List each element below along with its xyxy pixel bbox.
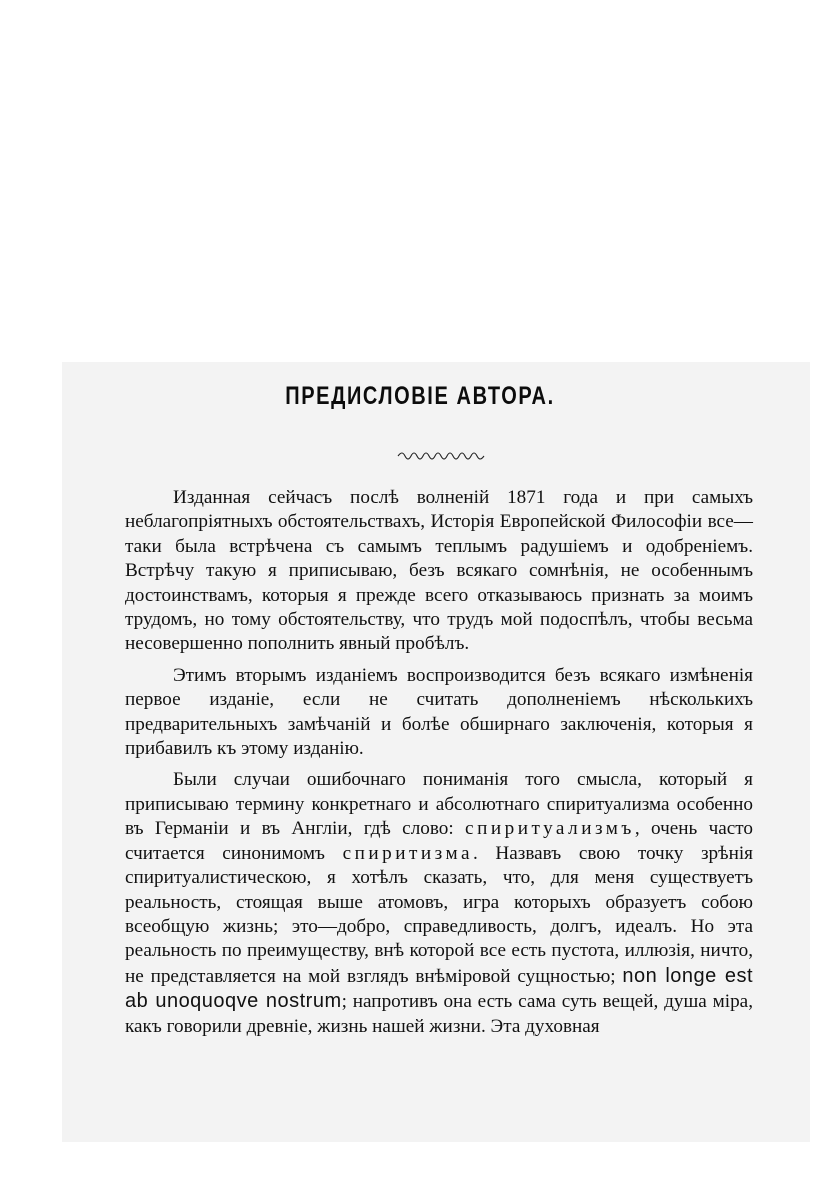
paragraph-3 — [125, 768, 753, 1038]
spaced-term-spiritualism: спиритуализмъ — [465, 818, 635, 840]
paragraph-2: Этимъ вторымъ изданіемъ воспроизводится безъ всякаго измѣненія первое изданіе, если не считать дополненіемъ нѣсколькихъ предварительныхъ замѣчаній и болѣе обширнаго заключенія, которыя я прибавилъ къ этому изданію. — [125, 664, 753, 760]
paragraph-1: Изданная сейчасъ послѣ волненій 1871 года и при самыхъ неблагопріятныхъ обстоятельствахъ, Исторія Европейской Философіи все—таки была встрѣчена съ самымъ теплымъ радушіемъ и одобреніемъ. Встрѣчу такую я приписываю, безъ всякаго сомнѣнія, не особеннымъ достоинствамъ, которыя я прежде всего отказываюсь признать за моимъ трудомъ, но тому обстоятельству, что трудъ мой подоспѣлъ, чтобы весьма несовершенно пополнить явный пробѣлъ. — [125, 487, 753, 655]
spaced-term-spiritism: спиритизма — [342, 842, 473, 864]
latin-quote: non longe est ab unoquoqve nostrum — [125, 964, 753, 1013]
paragraph-3-part-3: . Назвавъ свою точку зрѣнія спиритуалистическою, я хотѣлъ сказать, что, для меня существуетъ реальность, стоящая выше атомовъ, игра которыхъ образуетъ собою всеобщую жизнь; это—добро, справедливость, долгъ, идеалъ. Но эта реальность по преимуществу, внѣ которой все есть пустота, иллюзія, ничто, не представляется на мой взглядъ внѣміровой сущностью; — [125, 842, 753, 987]
paragraph-3-part-2: , очень часто считается синонимомъ — [125, 818, 753, 864]
body-text — [125, 486, 753, 1046]
paragraph-3-part-4: ; напротивъ она есть сама суть вещей, душа міра, какъ говорили древніе, жизнь нашей жизни. Эта духовная — [125, 991, 753, 1037]
ornament-divider — [396, 448, 486, 462]
paragraph-3-part-1: Были случаи ошибочнаго пониманія того смысла, который я приписываю термину конкретнаго и абсолютнаго спиритуализма особенно въ Германіи и въ Англіи, гдѣ слово: — [125, 769, 753, 840]
page-title: ПРЕДИСЛОВІЕ АВТОРА. — [285, 382, 555, 410]
